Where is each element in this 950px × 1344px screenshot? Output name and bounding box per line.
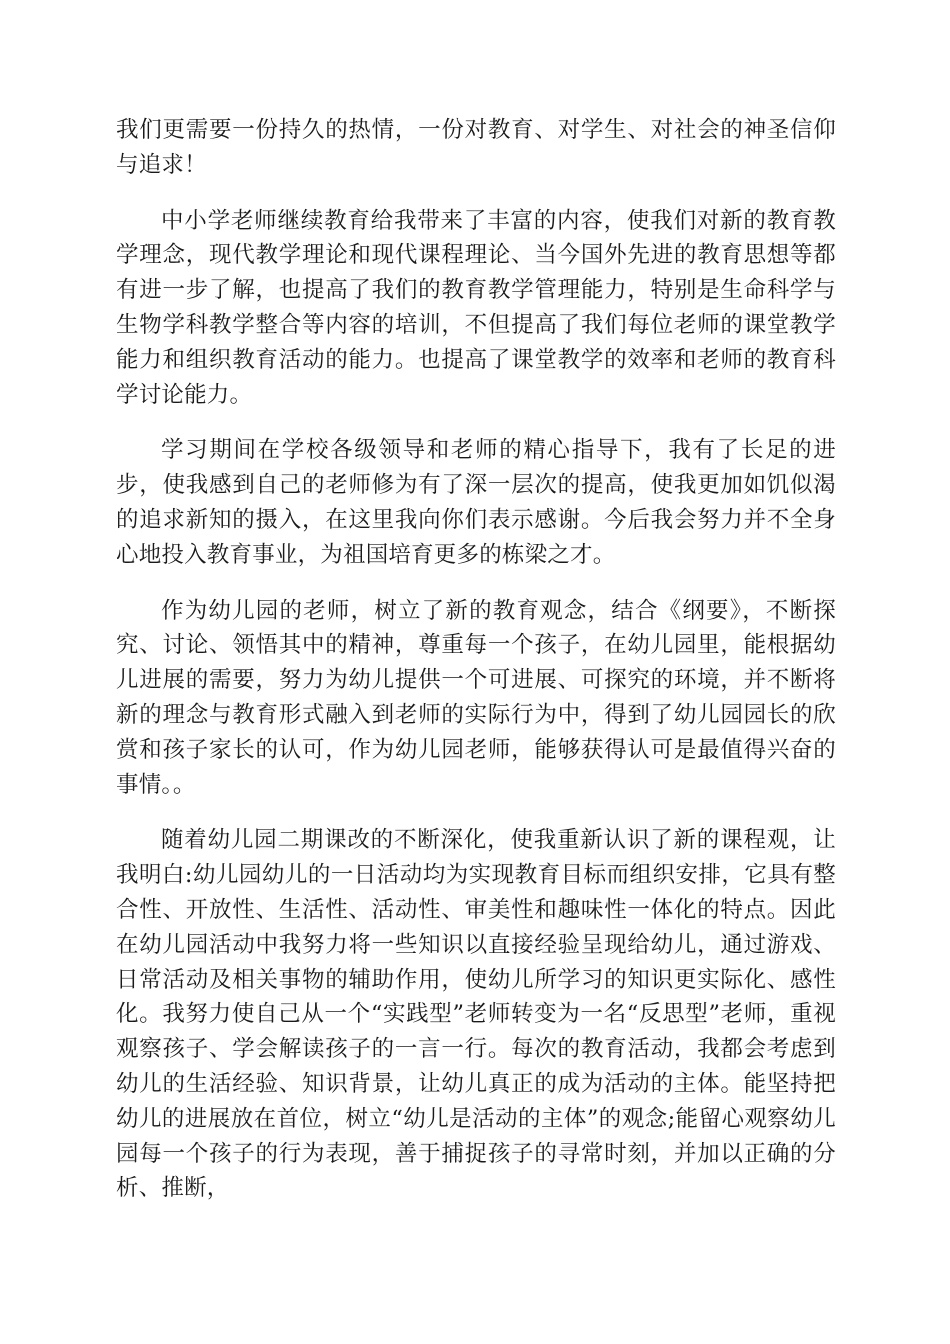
- paragraph-spacer: [116, 802, 836, 823]
- paragraph-study-period: 学习期间在学校各级领导和老师的精心指导下，我有了长足的进步，使我感到自己的老师修为有了深一层次的提高，使我更加如饥似渴的追求新知的摄入，在这里我向你们表示感谢。今后我会努力并不全身心地投入教育事业，为祖国培育更多的栋梁之才。: [116, 437, 836, 568]
- paragraph-kindergarten-teacher: 作为幼儿园的老师，树立了新的教育观念，结合《纲要》，不断探究、讨论、领悟其中的精神，尊重每一个孩子，在幼儿园里，能根据幼儿进展的需要，努力为幼儿提供一个可进展、可探究的环境，并不断将新的理念与教育形式融入到老师的实际行为中，得到了幼儿园园长的欣赏和孩子家长的认可，作为幼儿园老师，能够获得认可是最值得兴奋的事情。。: [116, 597, 836, 798]
- paragraph-continuation: 我们更需要一份持久的热情，一份对教育、对学生、对社会的神圣信仰与追求！: [116, 117, 836, 178]
- paragraph-curriculum-reform: 随着幼儿园二期课改的不断深化，使我重新认识了新的课程观，让我明白:幼儿园幼儿的一日活动均为实现教育目标而组织安排，它具有整合性、开放性、生活性、活动性、审美性和趣味性一体化的特点。因此在幼儿园活动中我努力将一些知识以直接经验呈现给幼儿，通过游戏、日常活动及相关事物的辅助作用，使幼儿所学习的知识更实际化、感性化。我努力使自己从一个“实践型”老师转变为一名“反思型”老师，重视观察孩子、学会解读孩子的一言一行。每次的教育活动，我都会考虑到幼儿的生活经验、知识背景，让幼儿真正的成为活动的主体。能坚持把幼儿的进展放在首位，树立“幼儿是活动的主体”的观念;能留心观察幼儿园每一个孩子的行为表现，善于捕捉孩子的寻常时刻，并加以正确的分析、推断，: [116, 827, 836, 1202]
- paragraph-spacer: [116, 183, 836, 204]
- paragraph-spacer: [116, 412, 836, 433]
- document-body: [116, 113, 836, 1206]
- paragraph-continuing-education: 中小学老师继续教育给我带来了丰富的内容，使我们对新的教育教学理念，现代教学理论和现代课程理论、当今国外先进的教育思想等都有进一步了解，也提高了我们的教育教学管理能力，特别是生命科学与生物学科教学整合等内容的培训，不但提高了我们每位老师的课堂教学能力和组织教育活动的能力。也提高了课堂教学的效率和老师的教育科学讨论能力。: [116, 207, 836, 408]
- paragraph-spacer: [116, 573, 836, 594]
